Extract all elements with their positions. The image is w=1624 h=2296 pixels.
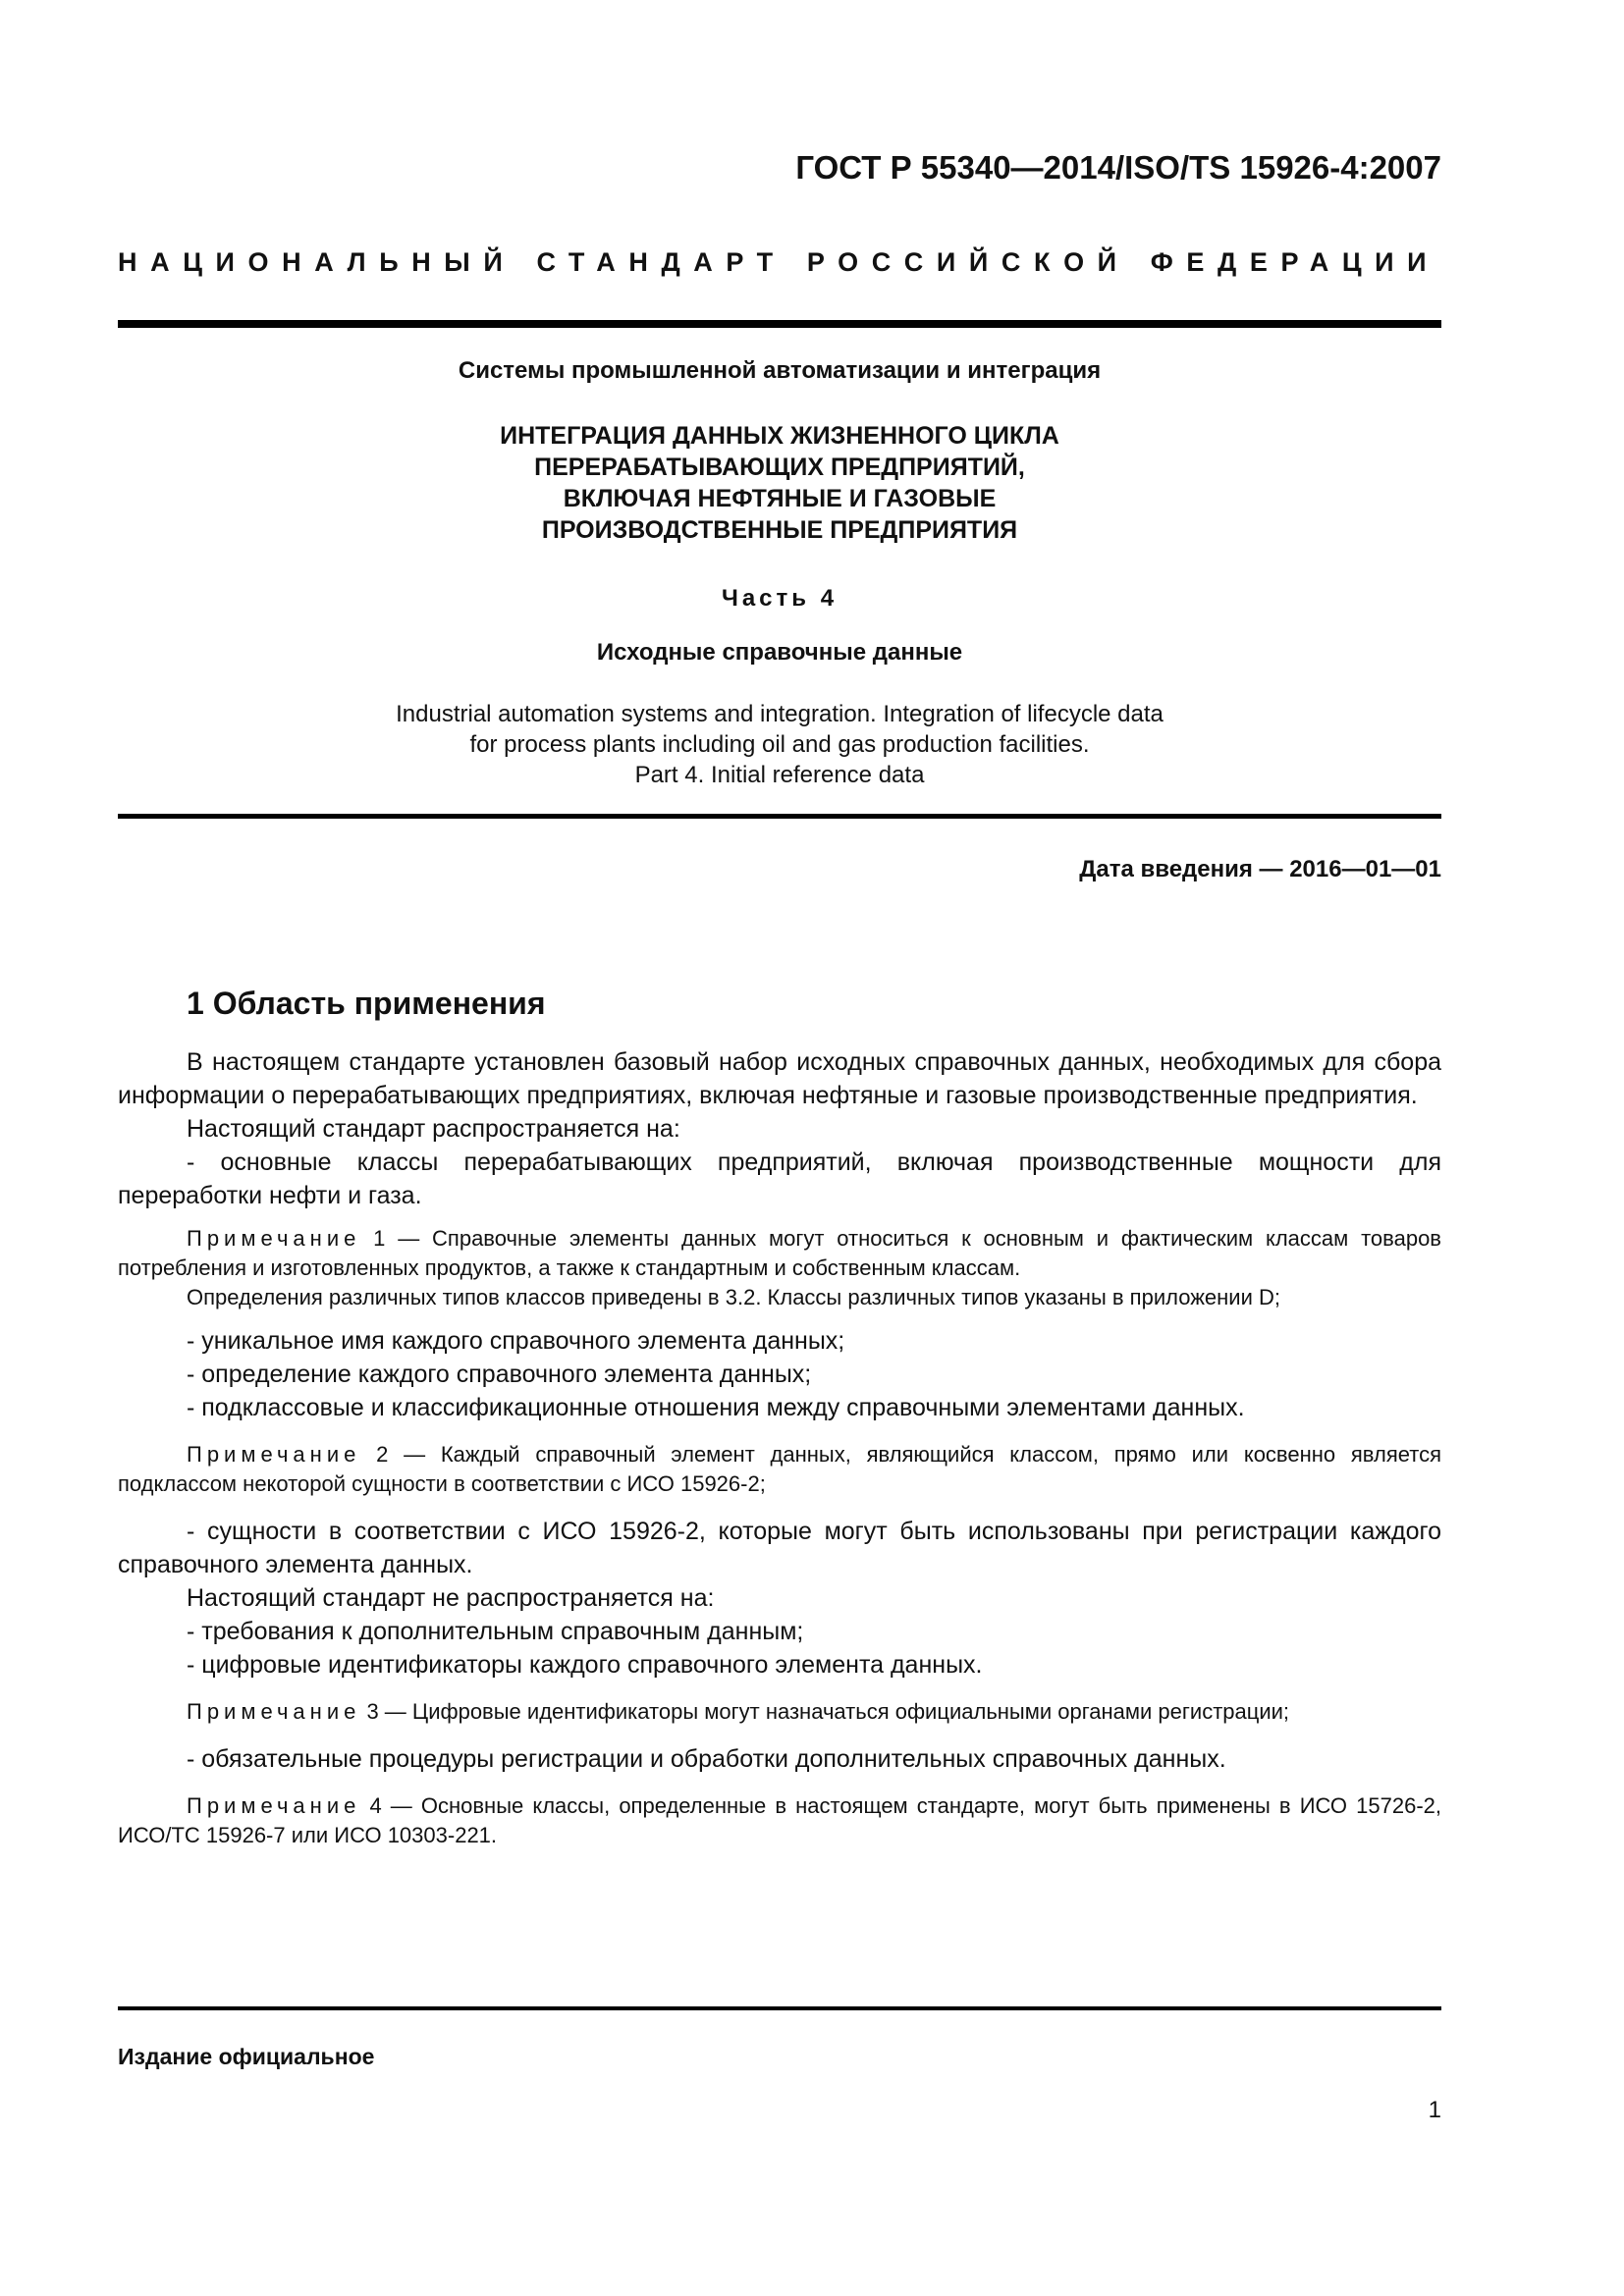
note-label: Примечание (187, 1442, 361, 1467)
paragraph: Настоящий стандарт не распространяется на: (187, 1584, 715, 1612)
introduction-date: Дата введения — 2016—01—01 (1079, 856, 1441, 882)
note-text: 4 — Основные классы, определенные в настоящем стандарте, могут быть применены в ИСО 15726-2, ИСО/ТС 15926-7 или ИСО 10303-221. (118, 1793, 1441, 1847)
standard-code: ГОСТ Р 55340—2014/ISO/TS 15926-4:2007 (795, 149, 1441, 186)
list-item: - основные классы перерабатывающих предприятий, включая производственные мощности для переработки нефти и газа. (118, 1148, 1441, 1209)
main-title (118, 420, 1441, 546)
note-4 (118, 1791, 1441, 1850)
top-divider (118, 320, 1441, 328)
note-text: 3 — Цифровые идентификаторы могут назначаться официальными органами регистрации; (360, 1699, 1290, 1724)
list-item: - сущности в соответствии с ИСО 15926-2, которые могут быть использованы при регистрации каждого справочного элемента данных. (118, 1518, 1441, 1578)
note-text: 2 — Каждый справочный элемент данных, являющийся классом, прямо или косвенно является подклассом некоторой сущности в соответствии с ИСО 15926-2; (118, 1442, 1441, 1496)
main-title-line: ПРОИЗВОДСТВЕННЫЕ ПРЕДПРИЯТИЯ (541, 516, 1018, 544)
note-1-continuation: Определения различных типов классов приведены в 3.2. Классы различных типов указаны в приложении D; (187, 1285, 1280, 1309)
note-1 (118, 1224, 1441, 1283)
english-title-line: Part 4. Initial reference data (634, 762, 925, 788)
list-item: - уникальное имя каждого справочного элемента данных; (187, 1327, 845, 1355)
part-label: Часть 4 (721, 585, 839, 612)
part-subtitle: Исходные справочные данные (596, 639, 963, 666)
main-title-line: ПЕРЕРАБАТЫВАЮЩИХ ПРЕДПРИЯТИЙ, (534, 454, 1025, 481)
list-item: - требования к дополнительным справочным данным; (187, 1618, 804, 1645)
title-divider (118, 814, 1441, 819)
english-title-line: for process plants including oil and gas production facilities. (469, 731, 1090, 758)
section-body (118, 1045, 1441, 1850)
series-title: Системы промышленной автоматизации и интеграция (458, 357, 1102, 384)
note-3 (118, 1697, 1441, 1727)
main-title-line: ИНТЕГРАЦИЯ ДАННЫХ ЖИЗНЕННОГО ЦИКЛА (500, 422, 1059, 450)
paragraph: В настоящем стандарте установлен базовый набор исходных справочных данных, необходимых для сбора информации о перерабатывающих предприятиях, включая нефтяные и газовые производственные предприятия. (118, 1048, 1441, 1109)
footer-divider (118, 2006, 1441, 2010)
section-heading: 1 Область применения (187, 986, 546, 1021)
list-item: - определение каждого справочного элемента данных; (187, 1361, 812, 1388)
note-label: Примечание (187, 1793, 361, 1818)
note-label: Примечание (187, 1699, 361, 1724)
main-title-line: ВКЛЮЧАЯ НЕФТЯНЫЕ И ГАЗОВЫЕ (563, 485, 997, 512)
note-label: Примечание (187, 1226, 361, 1251)
paragraph: Настоящий стандарт распространяется на: (187, 1115, 680, 1143)
english-title-line: Industrial automation systems and integration. Integration of lifecycle data (396, 701, 1164, 727)
national-standard-banner: НАЦИОНАЛЬНЫЙ СТАНДАРТ РОССИЙСКОЙ ФЕДЕРАЦИИ (118, 247, 1440, 277)
note-2 (118, 1440, 1441, 1499)
english-title (118, 699, 1441, 790)
page-number: 1 (1428, 2097, 1441, 2123)
list-item: - обязательные процедуры регистрации и обработки дополнительных справочных данных. (187, 1745, 1226, 1773)
list-item: - подклассовые и классификационные отношения между справочными элементами данных. (187, 1394, 1245, 1421)
note-text: 1 — Справочные элементы данных могут относиться к основным и фактическим классам товаров потребления и изготовленных продуктов, а также к стандартным и собственным классам. (118, 1226, 1441, 1280)
list-item: - цифровые идентификаторы каждого справочного элемента данных. (187, 1651, 983, 1679)
official-edition-label: Издание официальное (118, 2044, 375, 2069)
